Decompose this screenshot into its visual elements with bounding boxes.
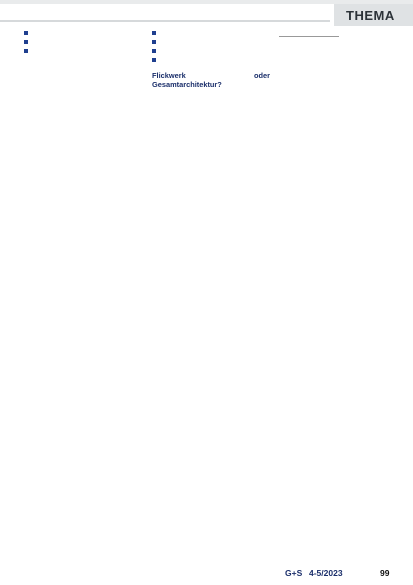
bullet-paragraph bbox=[24, 40, 142, 48]
page-number: 99 bbox=[380, 568, 390, 578]
section-tab: THEMA bbox=[334, 4, 413, 26]
issue-number: 4-5/2023 bbox=[309, 568, 343, 578]
header-rule bbox=[0, 20, 330, 22]
bullet-square-icon bbox=[24, 40, 28, 44]
bullet-square-icon bbox=[152, 49, 156, 53]
bullet-paragraph bbox=[152, 49, 270, 57]
section-subheading: Flickwerk oder Gesamtarchitektur? bbox=[152, 70, 270, 89]
bullet-square-icon bbox=[152, 40, 156, 44]
bullet-square-icon bbox=[152, 31, 156, 35]
bullet-square-icon bbox=[24, 31, 28, 35]
bullet-paragraph bbox=[152, 40, 270, 48]
bullet-square-icon bbox=[152, 58, 156, 62]
text-column-left bbox=[24, 30, 142, 558]
bullet-paragraph bbox=[24, 49, 142, 57]
bullet-paragraph bbox=[24, 31, 142, 39]
page-footer bbox=[0, 566, 413, 582]
journal-brand: G+S bbox=[285, 568, 303, 578]
bullet-square-icon bbox=[24, 49, 28, 53]
bullet-paragraph bbox=[152, 58, 270, 66]
bullet-paragraph bbox=[152, 31, 270, 39]
footnote-rule bbox=[279, 36, 339, 37]
text-column-middle bbox=[152, 30, 270, 558]
text-column-right bbox=[279, 30, 397, 558]
